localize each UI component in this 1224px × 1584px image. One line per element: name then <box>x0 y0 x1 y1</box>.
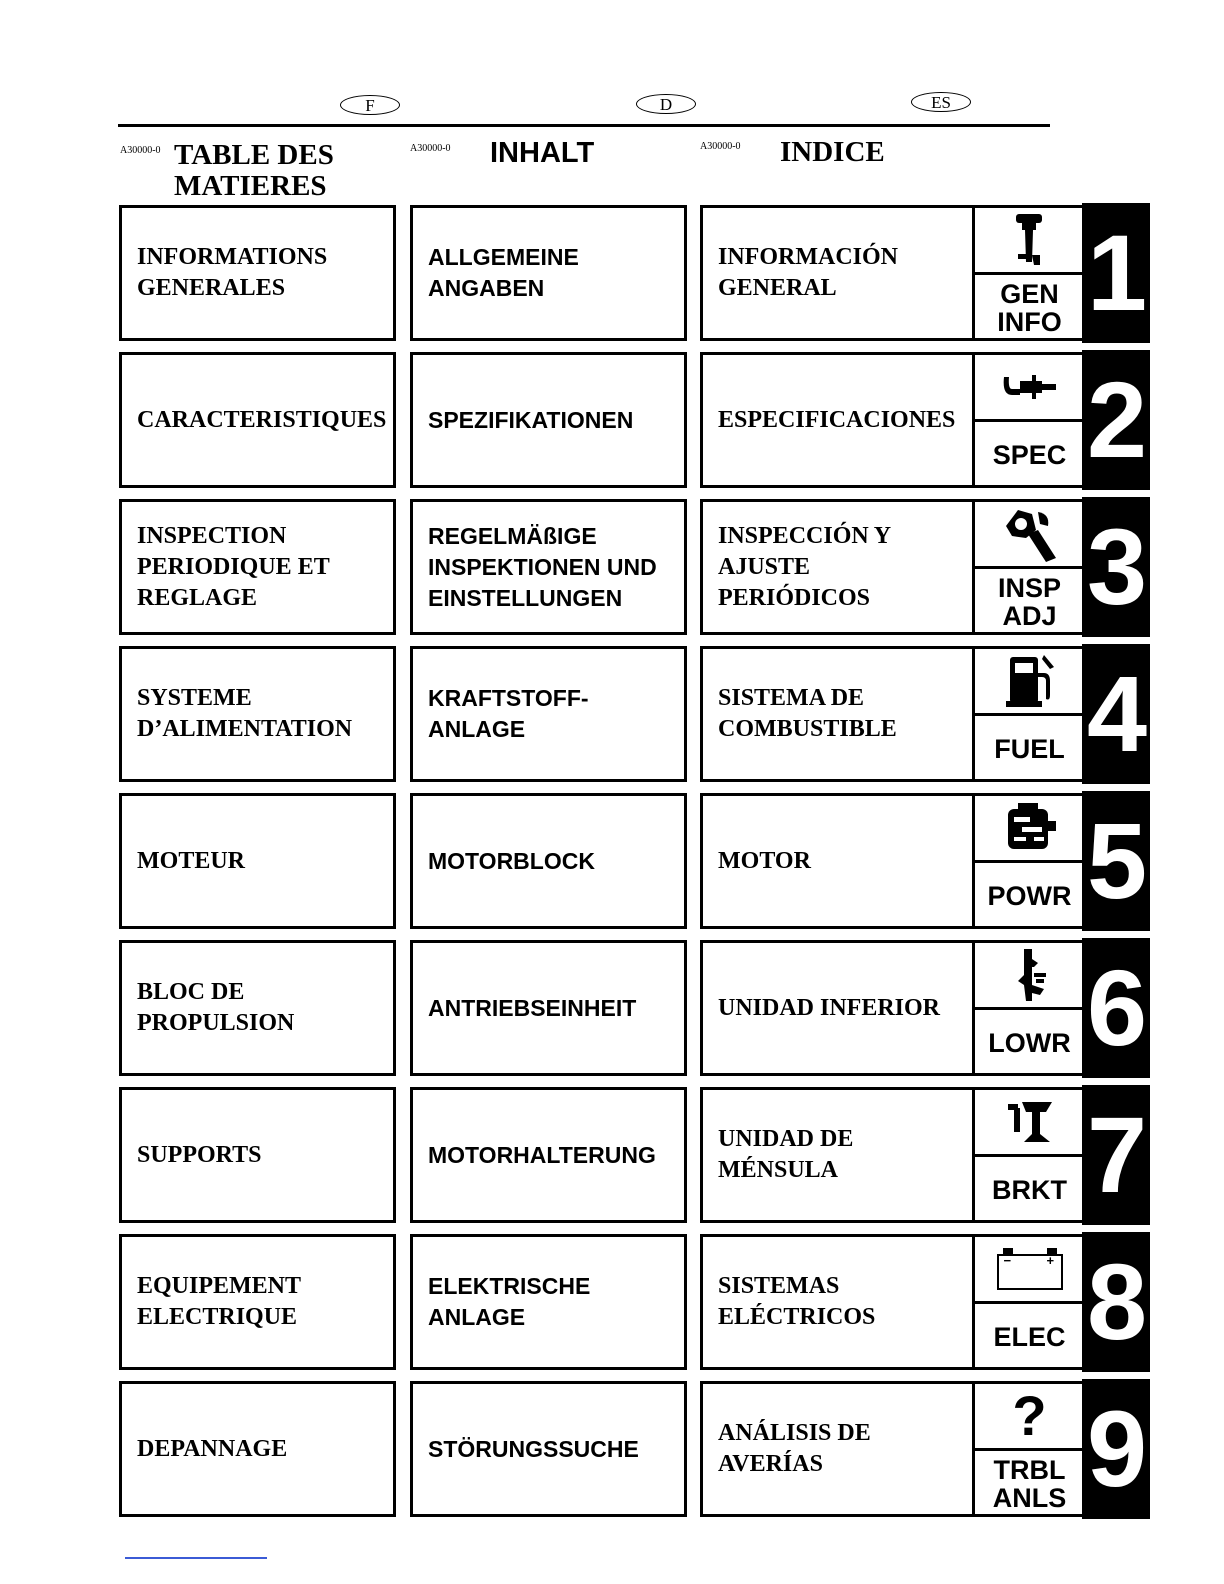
spanish-cell <box>700 1381 975 1517</box>
german-chapter-title: STÖRUNGSSUCHE <box>428 1435 639 1462</box>
spanish-cell <box>700 205 975 341</box>
chapter-row-1[interactable] <box>0 203 1224 343</box>
chapter-number: 5 <box>1082 791 1150 931</box>
spanish-chapter-title: SISTEMAS ELÉCTRICOS <box>718 1273 876 1330</box>
spanish-cell <box>700 646 975 782</box>
german-chapter-title: ELEKTRISCHE ANLAGE <box>428 1273 591 1330</box>
chapter-number: 2 <box>1082 350 1150 490</box>
chapter-tab[interactable] <box>972 646 1084 782</box>
spanish-chapter-title: UNIDAD INFERIOR <box>718 994 941 1021</box>
chapter-tab[interactable] <box>972 1234 1084 1370</box>
german-cell <box>410 1087 687 1223</box>
french-chapter-title: SYSTEME D’ALIMENTATION <box>137 685 353 742</box>
french-chapter-title: EQUIPEMENT ELECTRIQUE <box>137 1273 302 1330</box>
chapter-number: 1 <box>1082 203 1150 343</box>
chapter-tab[interactable] <box>972 1381 1084 1517</box>
chapter-row-6[interactable] <box>0 938 1224 1078</box>
french-title: TABLE DES MATIERES <box>174 139 334 202</box>
chapter-number: 8 <box>1082 1232 1150 1372</box>
chapter-tab[interactable] <box>972 352 1084 488</box>
chapter-abbreviation: LOWR <box>988 1028 1071 1058</box>
battery-plus-sign: + <box>1046 1253 1055 1268</box>
french-cell <box>119 1381 396 1517</box>
chapter-abbreviation: GEN INFO <box>997 279 1062 337</box>
spanish-chapter-title: MOTOR <box>718 847 811 874</box>
chapter-tab[interactable] <box>972 205 1084 341</box>
german-chapter-title: REGELMÄßIGE INSPEKTIONEN UND EINSTELLUNGEN <box>428 522 657 611</box>
spanish-cell <box>700 940 975 1076</box>
chapter-tab[interactable] <box>972 499 1084 635</box>
chapter-row-2[interactable] <box>0 350 1224 490</box>
french-chapter-title: INSPECTION PERIODIQUE ET REGLAGE <box>137 522 330 611</box>
french-cell <box>119 205 396 341</box>
battery-icon <box>975 1237 1084 1304</box>
spanish-chapter-title: ESPECIFICACIONES <box>718 406 956 433</box>
german-cell <box>410 646 687 782</box>
french-chapter-title: BLOC DE PROPULSION <box>137 979 295 1036</box>
chapter-number: 4 <box>1082 644 1150 784</box>
french-cell <box>119 499 396 635</box>
chapter-tab[interactable] <box>972 1087 1084 1223</box>
german-chapter-title: MOTORHALTERUNG <box>428 1141 656 1168</box>
spanish-cell <box>700 1234 975 1370</box>
french-chapter-title: SUPPORTS <box>137 1141 262 1168</box>
german-cell <box>410 940 687 1076</box>
german-section-code: A30000-0 <box>410 143 451 154</box>
german-chapter-title: MOTORBLOCK <box>428 847 595 874</box>
chapter-row-5[interactable] <box>0 791 1224 931</box>
spanish-chapter-title: INFORMACIÓN GENERAL <box>718 244 898 301</box>
french-language-marker: F <box>340 95 400 115</box>
battery-minus-sign: − <box>1003 1253 1012 1268</box>
spanish-cell <box>700 352 975 488</box>
spanish-cell <box>700 1087 975 1223</box>
french-cell <box>119 646 396 782</box>
german-title: INHALT <box>490 137 595 169</box>
chapter-row-7[interactable] <box>0 1085 1224 1225</box>
chapter-row-8[interactable] <box>0 1232 1224 1372</box>
spanish-section-code: A30000-0 <box>700 141 741 152</box>
german-chapter-title: SPEZIFIKATIONEN <box>428 406 634 433</box>
french-section-code: A30000-0 <box>120 145 161 156</box>
chapter-abbreviation: TRBL ANLS <box>992 1455 1067 1513</box>
chapter-abbreviation: INSP ADJ <box>997 573 1062 631</box>
german-cell <box>410 1234 687 1370</box>
french-cell <box>119 793 396 929</box>
wrench-icon <box>975 502 1084 569</box>
german-cell <box>410 205 687 341</box>
spanish-cell <box>700 793 975 929</box>
german-cell <box>410 1381 687 1517</box>
spanish-language-marker: ES <box>911 92 971 112</box>
chapter-abbreviation: ELEC <box>993 1322 1066 1352</box>
spanish-chapter-title: SISTEMA DE COMBUSTIBLE <box>718 685 897 742</box>
french-chapter-title: MOTEUR <box>137 847 245 874</box>
german-language-marker: D <box>636 94 696 114</box>
spanish-chapter-title: UNIDAD DE MÉNSULA <box>718 1126 854 1183</box>
fuel-pump-icon <box>975 649 1084 716</box>
chapter-number: 9 <box>1082 1379 1150 1519</box>
question-mark-icon: ? <box>975 1384 1084 1451</box>
chapter-number: 3 <box>1082 497 1150 637</box>
chapter-tab[interactable] <box>972 940 1084 1076</box>
outboard-motor-icon <box>975 208 1084 275</box>
spanish-title: INDICE <box>780 136 885 168</box>
german-chapter-title: KRAFTSTOFF- ANLAGE <box>428 685 589 742</box>
chapter-number: 7 <box>1082 1085 1150 1225</box>
german-chapter-title: ANTRIEBSEINHEIT <box>428 994 637 1021</box>
french-chapter-title: CARACTERISTIQUES <box>137 406 387 433</box>
german-cell <box>410 352 687 488</box>
chapter-abbreviation: SPEC <box>992 440 1067 470</box>
spanish-chapter-title: ANÁLISIS DE AVERÍAS <box>718 1420 871 1477</box>
german-cell <box>410 499 687 635</box>
header-rule <box>118 124 1050 127</box>
chapter-row-4[interactable] <box>0 644 1224 784</box>
french-cell <box>119 1234 396 1370</box>
chapter-number: 6 <box>1082 938 1150 1078</box>
bracket-icon <box>975 1090 1084 1157</box>
chapter-tab[interactable] <box>972 793 1084 929</box>
chapter-row-3[interactable] <box>0 497 1224 637</box>
french-chapter-title: INFORMATIONS GENERALES <box>137 244 328 301</box>
french-cell <box>119 352 396 488</box>
spec-connector-icon <box>975 355 1084 422</box>
german-chapter-title: ALLGEMEINE ANGABEN <box>428 244 579 301</box>
chapter-abbreviation: BRKT <box>992 1175 1067 1205</box>
chapter-row-9[interactable] <box>0 1379 1224 1519</box>
spanish-cell <box>700 499 975 635</box>
engine-icon <box>975 796 1084 863</box>
french-chapter-title: DEPANNAGE <box>137 1435 288 1462</box>
chapter-abbreviation: FUEL <box>994 734 1065 764</box>
spanish-chapter-title: INSPECCIÓN Y AJUSTE PERIÓDICOS <box>718 522 892 611</box>
lower-unit-icon <box>975 943 1084 1010</box>
french-cell <box>119 940 396 1076</box>
chapter-abbreviation: POWR <box>987 881 1072 911</box>
footer-link-line <box>125 1557 267 1559</box>
french-cell <box>119 1087 396 1223</box>
german-cell <box>410 793 687 929</box>
